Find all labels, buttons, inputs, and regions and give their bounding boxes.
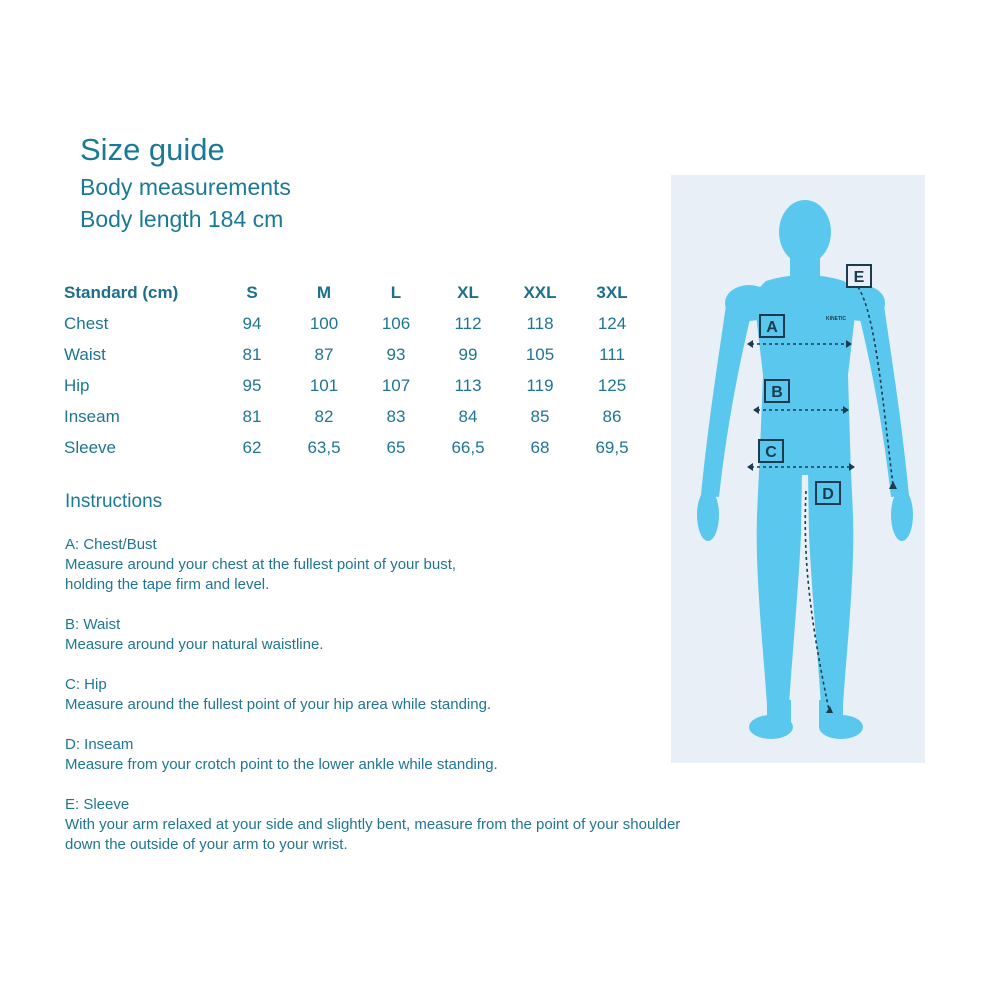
instruction-heading: E: Sleeve bbox=[65, 796, 130, 813]
cell: 125 bbox=[597, 375, 627, 395]
instruction-chest bbox=[65, 535, 745, 595]
instruction-sleeve bbox=[65, 795, 745, 855]
cell: 112 bbox=[454, 313, 482, 333]
brand-logo-text: KINETIC bbox=[826, 316, 846, 322]
cell: 68 bbox=[530, 437, 550, 457]
header-size-xl: XL bbox=[457, 283, 479, 302]
cell: 101 bbox=[309, 375, 339, 395]
header-size-s: S bbox=[246, 283, 258, 302]
label-a bbox=[760, 315, 784, 337]
cell: 66,5 bbox=[451, 437, 485, 457]
cell: 69,5 bbox=[595, 437, 629, 457]
cell: 84 bbox=[458, 406, 478, 426]
row-label: Sleeve bbox=[64, 437, 116, 457]
cell: 62 bbox=[242, 437, 262, 457]
header-size-3xl: 3XL bbox=[596, 283, 628, 302]
cell: 85 bbox=[530, 406, 550, 426]
cell: 87 bbox=[314, 344, 334, 364]
cell: 99 bbox=[458, 344, 478, 364]
instruction-hip bbox=[65, 675, 745, 715]
instruction-heading: B: Waist bbox=[65, 616, 121, 633]
label-d bbox=[816, 482, 840, 504]
table-row-waist bbox=[64, 339, 648, 370]
cell: 100 bbox=[309, 313, 339, 333]
header-size-l: L bbox=[390, 283, 402, 302]
instruction-heading: C: Hip bbox=[65, 676, 107, 693]
table-row-sleeve bbox=[64, 432, 648, 463]
row-label: Waist bbox=[64, 344, 106, 364]
table-header-row bbox=[64, 278, 648, 308]
row-label: Hip bbox=[64, 375, 90, 395]
label-c-text: C bbox=[765, 444, 777, 461]
header-size-m: M bbox=[316, 283, 332, 302]
label-c bbox=[759, 440, 783, 462]
cell: 93 bbox=[386, 344, 406, 364]
cell: 65 bbox=[386, 437, 406, 457]
cell: 81 bbox=[242, 344, 262, 364]
cell: 107 bbox=[381, 375, 411, 395]
cell: 63,5 bbox=[307, 437, 341, 457]
instruction-line: Measure around your natural waistline. bbox=[65, 636, 324, 653]
table-row-chest bbox=[64, 308, 648, 339]
label-e-text: E bbox=[853, 269, 865, 286]
cell: 86 bbox=[602, 406, 622, 426]
label-e bbox=[847, 265, 871, 287]
cell: 94 bbox=[242, 313, 262, 333]
body-figure-panel bbox=[671, 175, 925, 763]
header-size-xxl: XXL bbox=[523, 283, 557, 302]
label-d-text: D bbox=[822, 486, 834, 503]
header-standard: Standard (cm) bbox=[64, 283, 179, 302]
cell: 81 bbox=[242, 406, 262, 426]
body-figure bbox=[671, 175, 925, 763]
cell: 82 bbox=[314, 406, 334, 426]
row-label: Inseam bbox=[64, 406, 120, 426]
label-b bbox=[765, 380, 789, 402]
instruction-line: With your arm relaxed at your side and slightly bent, measure from the point of your shoulder bbox=[65, 816, 681, 833]
cell: 113 bbox=[454, 375, 482, 395]
cell: 105 bbox=[525, 344, 555, 364]
instruction-waist bbox=[65, 615, 745, 655]
cell: 118 bbox=[526, 313, 554, 333]
row-label: Chest bbox=[64, 313, 109, 333]
body-silhouette bbox=[697, 200, 913, 739]
instruction-inseam bbox=[65, 735, 745, 775]
cell: 83 bbox=[386, 406, 406, 426]
instruction-line: down the outside of your arm to your wrist. bbox=[65, 836, 348, 853]
label-b-text: B bbox=[771, 384, 783, 401]
instruction-line: Measure around your chest at the fullest point of your bust, bbox=[65, 556, 457, 573]
cell: 95 bbox=[242, 375, 262, 395]
label-a-text: A bbox=[766, 319, 778, 336]
instruction-heading: A: Chest/Bust bbox=[65, 536, 157, 553]
size-table bbox=[64, 278, 648, 463]
instructions-title: Instructions bbox=[65, 491, 163, 512]
table-row-hip bbox=[64, 370, 648, 401]
cell: 106 bbox=[381, 313, 411, 333]
cell: 119 bbox=[526, 375, 554, 395]
table-row-inseam bbox=[64, 401, 648, 432]
subtitle-body-length: Body length 184 cm bbox=[80, 206, 284, 232]
instruction-line: Measure from your crotch point to the lower ankle while standing. bbox=[65, 756, 498, 773]
instruction-line: Measure around the fullest point of your hip area while standing. bbox=[65, 696, 492, 713]
instruction-line: holding the tape firm and level. bbox=[65, 576, 270, 593]
cell: 111 bbox=[599, 344, 625, 364]
instruction-heading: D: Inseam bbox=[65, 736, 134, 753]
cell: 124 bbox=[597, 313, 627, 333]
page-title: Size guide bbox=[80, 132, 225, 167]
subtitle-body-measurements: Body measurements bbox=[80, 174, 291, 200]
